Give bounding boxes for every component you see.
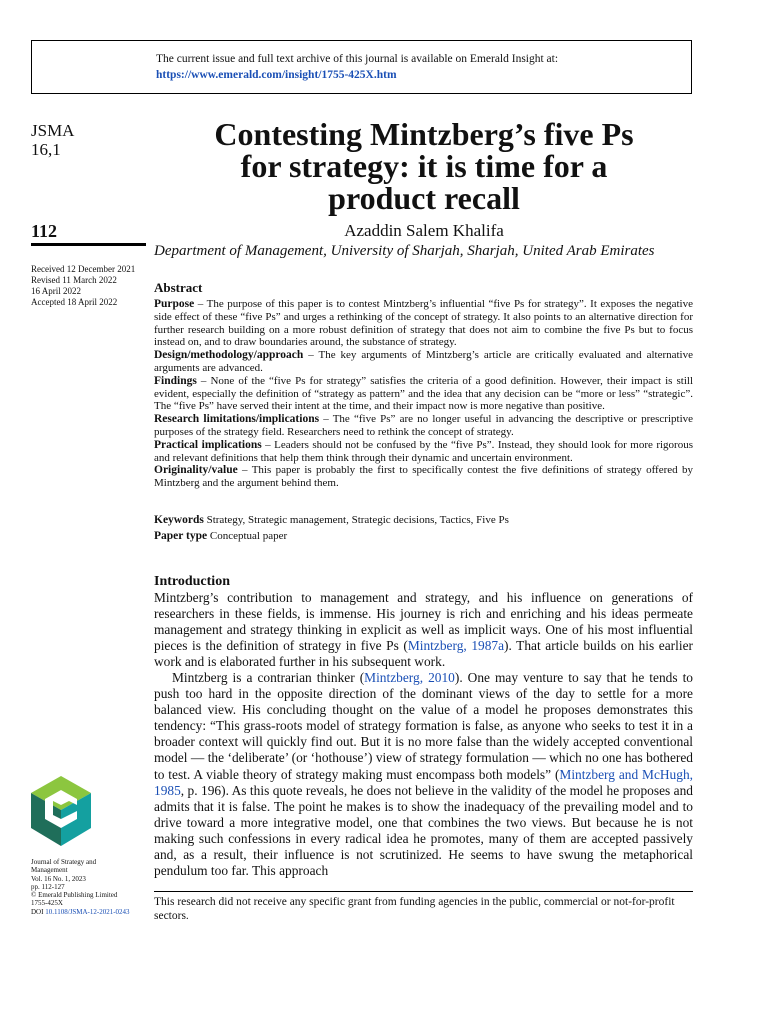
introduction-body: [154, 590, 693, 879]
abstract-practical: Practical implications – Leaders should not be confused by the “five Ps”. Instead, they should look for more rigorous and relevant definitions that help them think through their dynamic and uncertain environment.: [154, 438, 694, 464]
date-revised-2: 16 April 2022: [31, 286, 82, 296]
title-line: product recall: [328, 180, 520, 216]
journal-name-2: Management: [31, 866, 68, 875]
abstract-heading: Abstract: [154, 280, 203, 295]
abstract-limitations: Research limitations/implications – The “five Ps” are no longer useful in advancing the descriptive or prescriptive purposes of the strategy field. Researchers need to rethink the concept of strategy.: [154, 413, 694, 438]
archive-banner: [31, 40, 692, 94]
author-name: Azaddin Salem Khalifa: [344, 221, 504, 240]
citation-link[interactable]: Mintzberg, 1987a: [407, 638, 505, 654]
keywords: Keywords Strategy, Strategic management, Strategic decisions, Tactics, Five Ps: [154, 514, 509, 526]
issn: 1755-425X: [31, 899, 63, 908]
journal-pages: pp. 112-127: [31, 882, 65, 891]
author-affiliation: Department of Management, University of Sharjah, Sharjah, United Arab Emirates: [154, 243, 655, 259]
intro-paragraph-2: Mintzberg is a contrarian thinker (Mintzberg, 2010). One may venture to say that he tends to push too hard in the opposite direction of the dominant views of the day to settle for a more balanced view. His concluding thought on the value of a model he proposes demonstrates this tendency: “This grass-roots model of strategy formation is false, as anyone who seeks to test it in a broader context will quickly find out. But it is no more false than the widely accepted conventional model — the ‘deliberate’ (or ‘hothouse’) view of strategy formulation — which no one has bothered to test. A viable theory of strategy making must encompass both models” (Mintzberg and McHugh, 1985, p. 196). As this quote reveals, he does not believe in the validity of the model he proposes and admits that it is false. The point he makes is to show the inadequacy of the prevailing model and to drive toward a more integrative model, one that combines the two views. But because he is not making such confessions in every radical idea he promotes, many of them are accepted passively and, as a result, their influence is not scrutinized. He seems to have swung the metaphorical pendulum too far. This approach: [154, 670, 693, 878]
journal-url-link[interactable]: https://www.emerald.com/insight/1755-425X.htm: [156, 69, 397, 81]
footnote-rule: [154, 891, 693, 892]
title-line: for strategy: it is time for a: [240, 148, 608, 184]
abstract-findings: Findings – None of the “five Ps for strategy” satisfies the criteria of a good definition. However, their impact is still evident, especially the definition of “strategy as pattern” and the idea that any decision can be “more or less” “strategic”. The “five Ps” have served their intent at the time, and their impact now is more negative than positive.: [154, 374, 693, 413]
article-title: [160, 118, 688, 214]
citation-link[interactable]: Mintzberg and McHugh, 1985: [154, 766, 693, 798]
doi-line: DOI 10.1108/JSMA-12-2021-0243: [31, 907, 130, 916]
received-dates: [31, 264, 135, 308]
doi-link[interactable]: 10.1108/JSMA-12-2021-0243: [45, 907, 130, 916]
date-revised: Revised 11 March 2022: [31, 275, 117, 285]
intro-paragraph-1: Mintzberg’s contribution to management and strategy, and his influence on generations of researchers in these fields, is immense. His journey is rich and enriching and his ideas permeate management and strategy thinking in explicit as well as implicit ways. One of his most influential pieces is the definition of strategy in five Ps (Mintzberg, 1987a). That article builds on his earlier work and is elaborated further in his subsequent work.: [154, 590, 693, 670]
emerald-logo-icon: [31, 776, 91, 846]
journal-abbr: JSMA: [31, 121, 75, 140]
abstract-design: Design/methodology/approach – The key arguments of Mintzberg’s article are critically evaluated and alternative arguments are advanced.: [154, 349, 693, 374]
introduction-heading: Introduction: [154, 574, 230, 589]
copyright: © Emerald Publishing Limited: [31, 891, 118, 900]
page-number: 112: [31, 221, 58, 241]
keywords-block: [154, 512, 693, 544]
volume-issue: 16,1: [31, 140, 61, 159]
abstract-purpose: Purpose – The purpose of this paper is to contest Mintzberg’s influential “five Ps for strategy”. It exposes the negative side effect of these “five Ps” and urges a rethinking of the concept of strategy. It also points to an alternative direction for further research building on a more robust definition of strategy that does not aim to combine the five Ps but to focus instead on, and to draw boundaries around, the substance of strategy.: [154, 298, 693, 349]
paper-type: Paper type Conceptual paper: [154, 530, 288, 542]
title-line: Contesting Mintzberg’s five Ps: [214, 116, 634, 152]
page-number-rule: [31, 243, 146, 246]
abstract-body: [154, 298, 693, 490]
date-accepted: Accepted 18 April 2022: [31, 297, 118, 307]
journal-abbreviation: [31, 121, 74, 159]
archive-note: The current issue and full text archive of this journal is available on Emerald Insight at:: [156, 53, 559, 65]
funding-footnote: This research did not receive any specific grant from funding agencies in the public, commercial or not-for-profit sectors.: [154, 896, 675, 922]
citation-link[interactable]: Mintzberg, 2010: [364, 670, 455, 686]
journal-volume: Vol. 16 No. 1, 2023: [31, 874, 86, 883]
date-received: Received 12 December 2021: [31, 264, 136, 274]
abstract-originality: Originality/value – This paper is probably the first to specifically contest the five definitions of strategy offered by Mintzberg and the argument behind them.: [154, 464, 693, 490]
journal-info: [31, 858, 130, 916]
journal-name-1: Journal of Strategy and: [31, 858, 97, 866]
